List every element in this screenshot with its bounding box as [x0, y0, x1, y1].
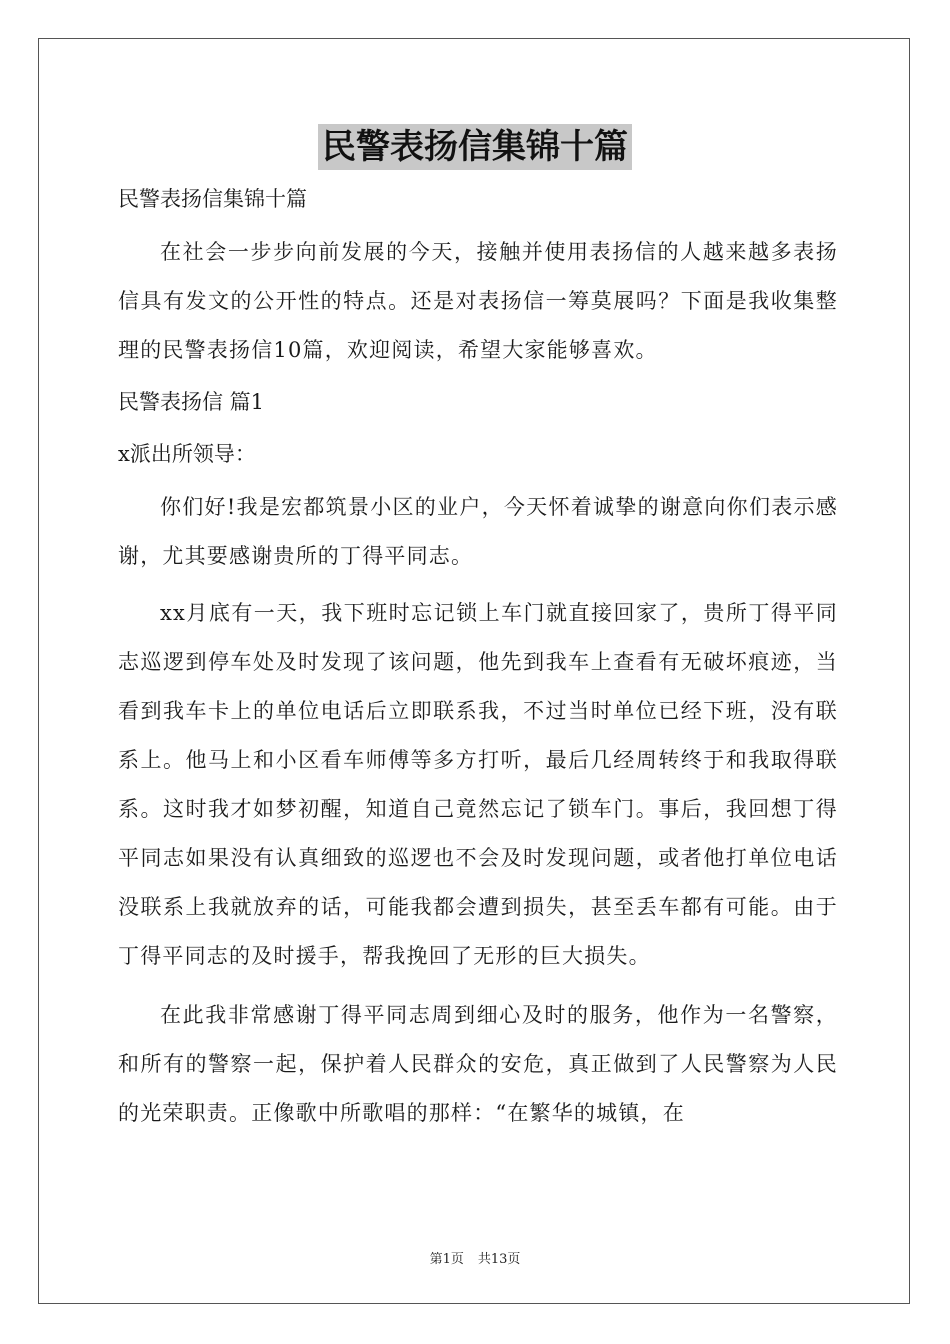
- letter-paragraph-greeting: 你们好!我是宏都筑景小区的业户，今天怀着诚挚的谢意向你们表示感谢，尤其要感谢贵所的丁得平同志。: [118, 495, 838, 568]
- document-title: 民警表扬信集锦十篇: [318, 124, 632, 170]
- letter-paragraph-story: xx月底有一天，我下班时忘记锁上车门就直接回家了，贵所丁得平同志巡逻到停车处及时发现了该问题，他先到我车上查看有无破坏痕迹，当看到我车卡上的单位电话后立即联系我，不过当时单位已经下班，没有联系上。他马上和小区看车师傅等多方打听，最后几经周转终于和我取得联系。这时我才如梦初醒，知道自己竟然忘记了锁车门。事后，我回想丁得平同志如果没有认真细致的巡逻也不会及时发现问题，或者他打单位电话没联系上我就放弃的话，可能我都会遭到损失，甚至丢车都有可能。由于丁得平同志的及时援手，帮我挽回了无形的巨大损失。: [118, 601, 838, 968]
- document-subtitle: 民警表扬信集锦十篇: [118, 187, 307, 211]
- document-body: [118, 176, 838, 1138]
- salutation: x派出所领导：: [118, 442, 256, 466]
- page-number: 第1页: [429, 1252, 464, 1267]
- title-area: [0, 124, 950, 170]
- intro-paragraph: 在社会一步步向前发展的今天，接触并使用表扬信的人越来越多表扬信具有发文的公开性的特点。还是对表扬信一筹莫展吗？下面是我收集整理的民警表扬信10篇，欢迎阅读，希望大家能够喜欢。: [118, 240, 838, 362]
- page-total: 共13页: [477, 1252, 521, 1267]
- letter-paragraph-thanks: 在此我非常感谢丁得平同志周到细心及时的服务，他作为一名警察，和所有的警察一起，保护着人民群众的安危，真正做到了人民警察为人民的光荣职责。正像歌中所歌唱的那样：“在繁华的城镇，在: [118, 1003, 838, 1125]
- page-footer: [0, 1248, 950, 1267]
- section-heading: 民警表扬信 篇1: [118, 390, 265, 414]
